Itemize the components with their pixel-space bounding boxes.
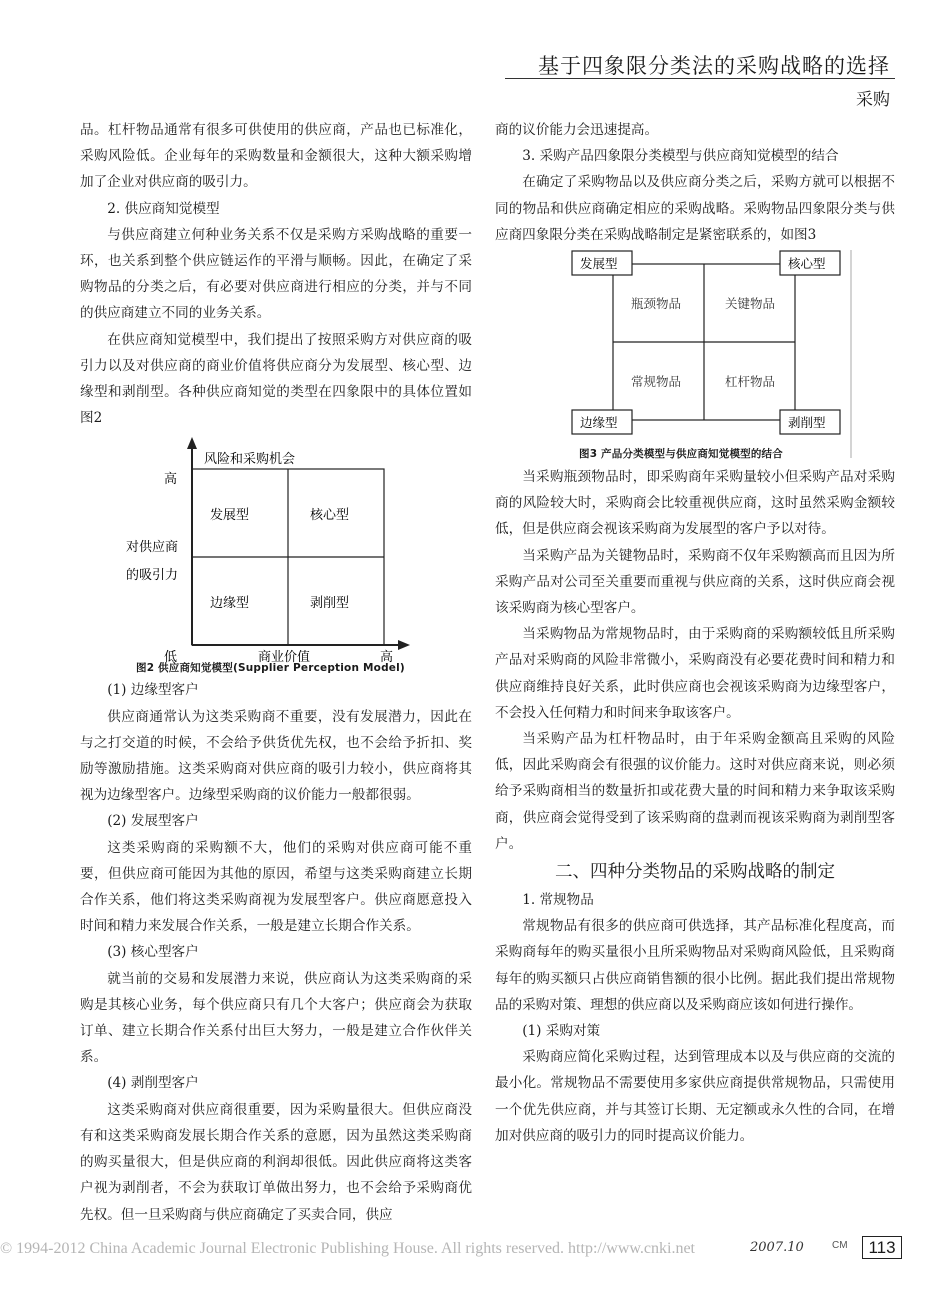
corner-exploit: 剥削型 — [788, 415, 826, 431]
subheading: (2) 发展型客户 — [107, 813, 199, 830]
header-rule — [505, 78, 895, 79]
quadrant-developing: 发展型 — [210, 508, 250, 524]
supplier-perception-chart — [80, 433, 460, 673]
paragraph: 常规物品有很多的供应商可供选择，其产品标准化程度高，而采购商每年的购买量很小且所采购物品对采购商风险低，且采购商每年的购买额只占供应商销售额的很小比例。据此我们提出常规物品的采购对策、理想的供应商以及采购商应该如何进行操作。 — [495, 918, 895, 1013]
paragraph: 品。杠杆物品通常有很多可供使用的供应商，产品也已标准化，采购风险低。企业每年的采购数量和金额很大，这种大额采购增加了企业对供应商的吸引力。 — [80, 122, 472, 191]
corner-developing: 发展型 — [580, 256, 618, 272]
figure-2-caption: 图2 供应商知觉模型(Supplier Perception Model) — [136, 662, 405, 675]
cm-mark: CM — [832, 1240, 848, 1251]
figure-3-caption: 图3 产品分类模型与供应商知觉模型的结合 — [579, 448, 783, 461]
subheading: (4) 剥削型客户 — [107, 1075, 199, 1092]
paragraph: 当采购产品为杠杆物品时，由于年采购金额高且采购的风险低，因此采购商会有很强的议价能力。这时对供应商来说，则必须给予采购商相当的数量折扣或花费大量的时间和精力来争取该采购商，供应商会觉得受到了该采购商的盘剥而视该采购商为剥削型客户。 — [495, 731, 895, 852]
corner-core: 核心型 — [788, 256, 826, 272]
x-axis-arrow — [398, 640, 410, 650]
subheading: (1) 采购对策 — [522, 1023, 601, 1040]
paragraph: 采购商应简化采购过程，达到管理成本以及与供应商的交流的最小化。常规物品不需要使用多家供应商提供常规物品，只需使用一个优先供应商，并与其签订长期、无定额或永久性的合同，在增加对供应商的吸引力的同时提高议价能力。 — [495, 1049, 895, 1144]
running-title: 基于四象限分类法的采购战略的选择 — [538, 54, 890, 78]
issue-date: 2007.10 — [750, 1240, 804, 1255]
figure-2 — [80, 433, 460, 673]
y-high: 高 — [164, 472, 178, 488]
y-label-1: 对供应商 — [126, 540, 179, 556]
section-heading: 二、四种分类物品的采购战略的制定 — [555, 862, 835, 883]
y-axis-arrow — [187, 437, 197, 449]
section-label: 采购 — [856, 90, 890, 110]
figure-3 — [495, 248, 895, 460]
paragraph: 当采购物品为常规物品时，由于采购商的采购额较低且所采购产品对采购商的风险非常微小，采购商没有必要花费时间和精力和供应商维持良好关系，此时供应商也会视该采购商为边缘型客户，不会投入任何精力和时间来争取该客户。 — [495, 626, 895, 721]
y-low: 低 — [164, 650, 178, 666]
paragraph: 商的议价能力会迅速提高。 — [495, 122, 659, 138]
copyright-watermark: © 1994-2012 China Academic Journal Electronic Publishing House. All rights reserved. http://www.cnki.net — [0, 1240, 695, 1257]
quadrant-routine: 常规物品 — [631, 374, 682, 390]
quadrant-exploit: 剥削型 — [310, 596, 350, 612]
left-column — [80, 117, 472, 1228]
quadrant-leverage: 杠杆物品 — [725, 374, 776, 390]
page-number: 113 — [862, 1236, 902, 1259]
y-label-2: 的吸引力 — [126, 568, 179, 584]
x-label: 商业价值 — [258, 650, 311, 666]
subheading: 3. 采购产品四象限分类模型与供应商知觉模型的结合 — [522, 148, 839, 165]
corner-marginal: 边缘型 — [580, 415, 618, 431]
subheading: (3) 核心型客户 — [107, 944, 199, 961]
paragraph: 在确定了采购物品以及供应商分类之后，采购方就可以根据不同的物品和供应商确定相应的采购战略。采购物品四象限分类与供应商四象限分类在采购战略制定是紧密联系的，如图3 — [495, 174, 895, 243]
risk-label: 风险和采购机会 — [204, 452, 296, 468]
paragraph: 当采购瓶颈物品时，即采购商年采购量较小但采购产品对采购商的风险较大时，采购商会比较重视供应商，这时虽然采购金额较低，但是供应商会视该采购商为发展型的客户予以对待。 — [495, 469, 895, 538]
paragraph: 当采购产品为关键物品时，采购商不仅年采购额高而且因为所采购产品对公司至关重要而重视与供应商的关系，这时供应商会视该采购商为核心型客户。 — [495, 547, 895, 617]
paragraph: 这类采购商对供应商很重要，因为采购量很大。但供应商没有和这类采购商发展长期合作关系的意愿，因为虽然这类采购商的购买量很大，但是供应商的利润却很低。因此供应商将这类客户视为剥削者，不会为获取订单做出努力，也不会给予采购商优先权。但一旦采购商与供应商确定了买卖合同，供应 — [80, 1101, 472, 1223]
subheading: (1) 边缘型客户 — [107, 682, 199, 699]
combined-model-diagram — [495, 248, 895, 460]
paragraph: 这类采购商的采购额不大，他们的采购对供应商可能不重要，但供应商可能因为其他的原因，希望与这类采购商建立长期合作关系，他们将这类采购商视为发展型客户。供应商愿意投入时间和精力来发展合作关系，一般是建立长期合作关系。 — [80, 839, 472, 935]
subheading: 1. 常规物品 — [522, 892, 594, 909]
right-column — [495, 117, 895, 1149]
quadrant-marginal: 边缘型 — [210, 596, 250, 612]
paragraph: 供应商通常认为这类采购商不重要，没有发展潜力，因此在与之打交道的时候，不会给予供货优先权，也不会给予折扣、奖励等激励措施。这类采购商对供应商的吸引力较小，供应商将其视为边缘型客户。边缘型采购商的议价能力一般都很弱。 — [80, 708, 472, 804]
paragraph: 就当前的交易和发展潜力来说，供应商认为这类采购商的采购是其核心业务，每个供应商只有几个大客户；供应商会为获取订单、建立长期合作关系付出巨大努力，一般是建立合作伙伴关系。 — [80, 970, 472, 1066]
paragraph: 与供应商建立何种业务关系不仅是采购方采购战略的重要一环，也关系到整个供应链运作的平滑与顺畅。因此，在确定了采购物品的分类之后，有必要对供应商进行相应的分类，并与不同的供应商建立不同的业务关系。 — [80, 226, 472, 322]
x-high: 高 — [380, 650, 394, 666]
quadrant-bottleneck: 瓶颈物品 — [631, 296, 682, 312]
paragraph: 在供应商知觉模型中，我们提出了按照采购方对供应商的吸引力以及对供应商的商业价值将供应商分为发展型、核心型、边缘型和剥削型。各种供应商知觉的类型在四象限中的具体位置如图2 — [80, 331, 472, 427]
quadrant-critical: 关键物品 — [725, 296, 776, 312]
subheading: 2. 供应商知觉模型 — [107, 200, 220, 217]
quadrant-core: 核心型 — [310, 508, 350, 524]
